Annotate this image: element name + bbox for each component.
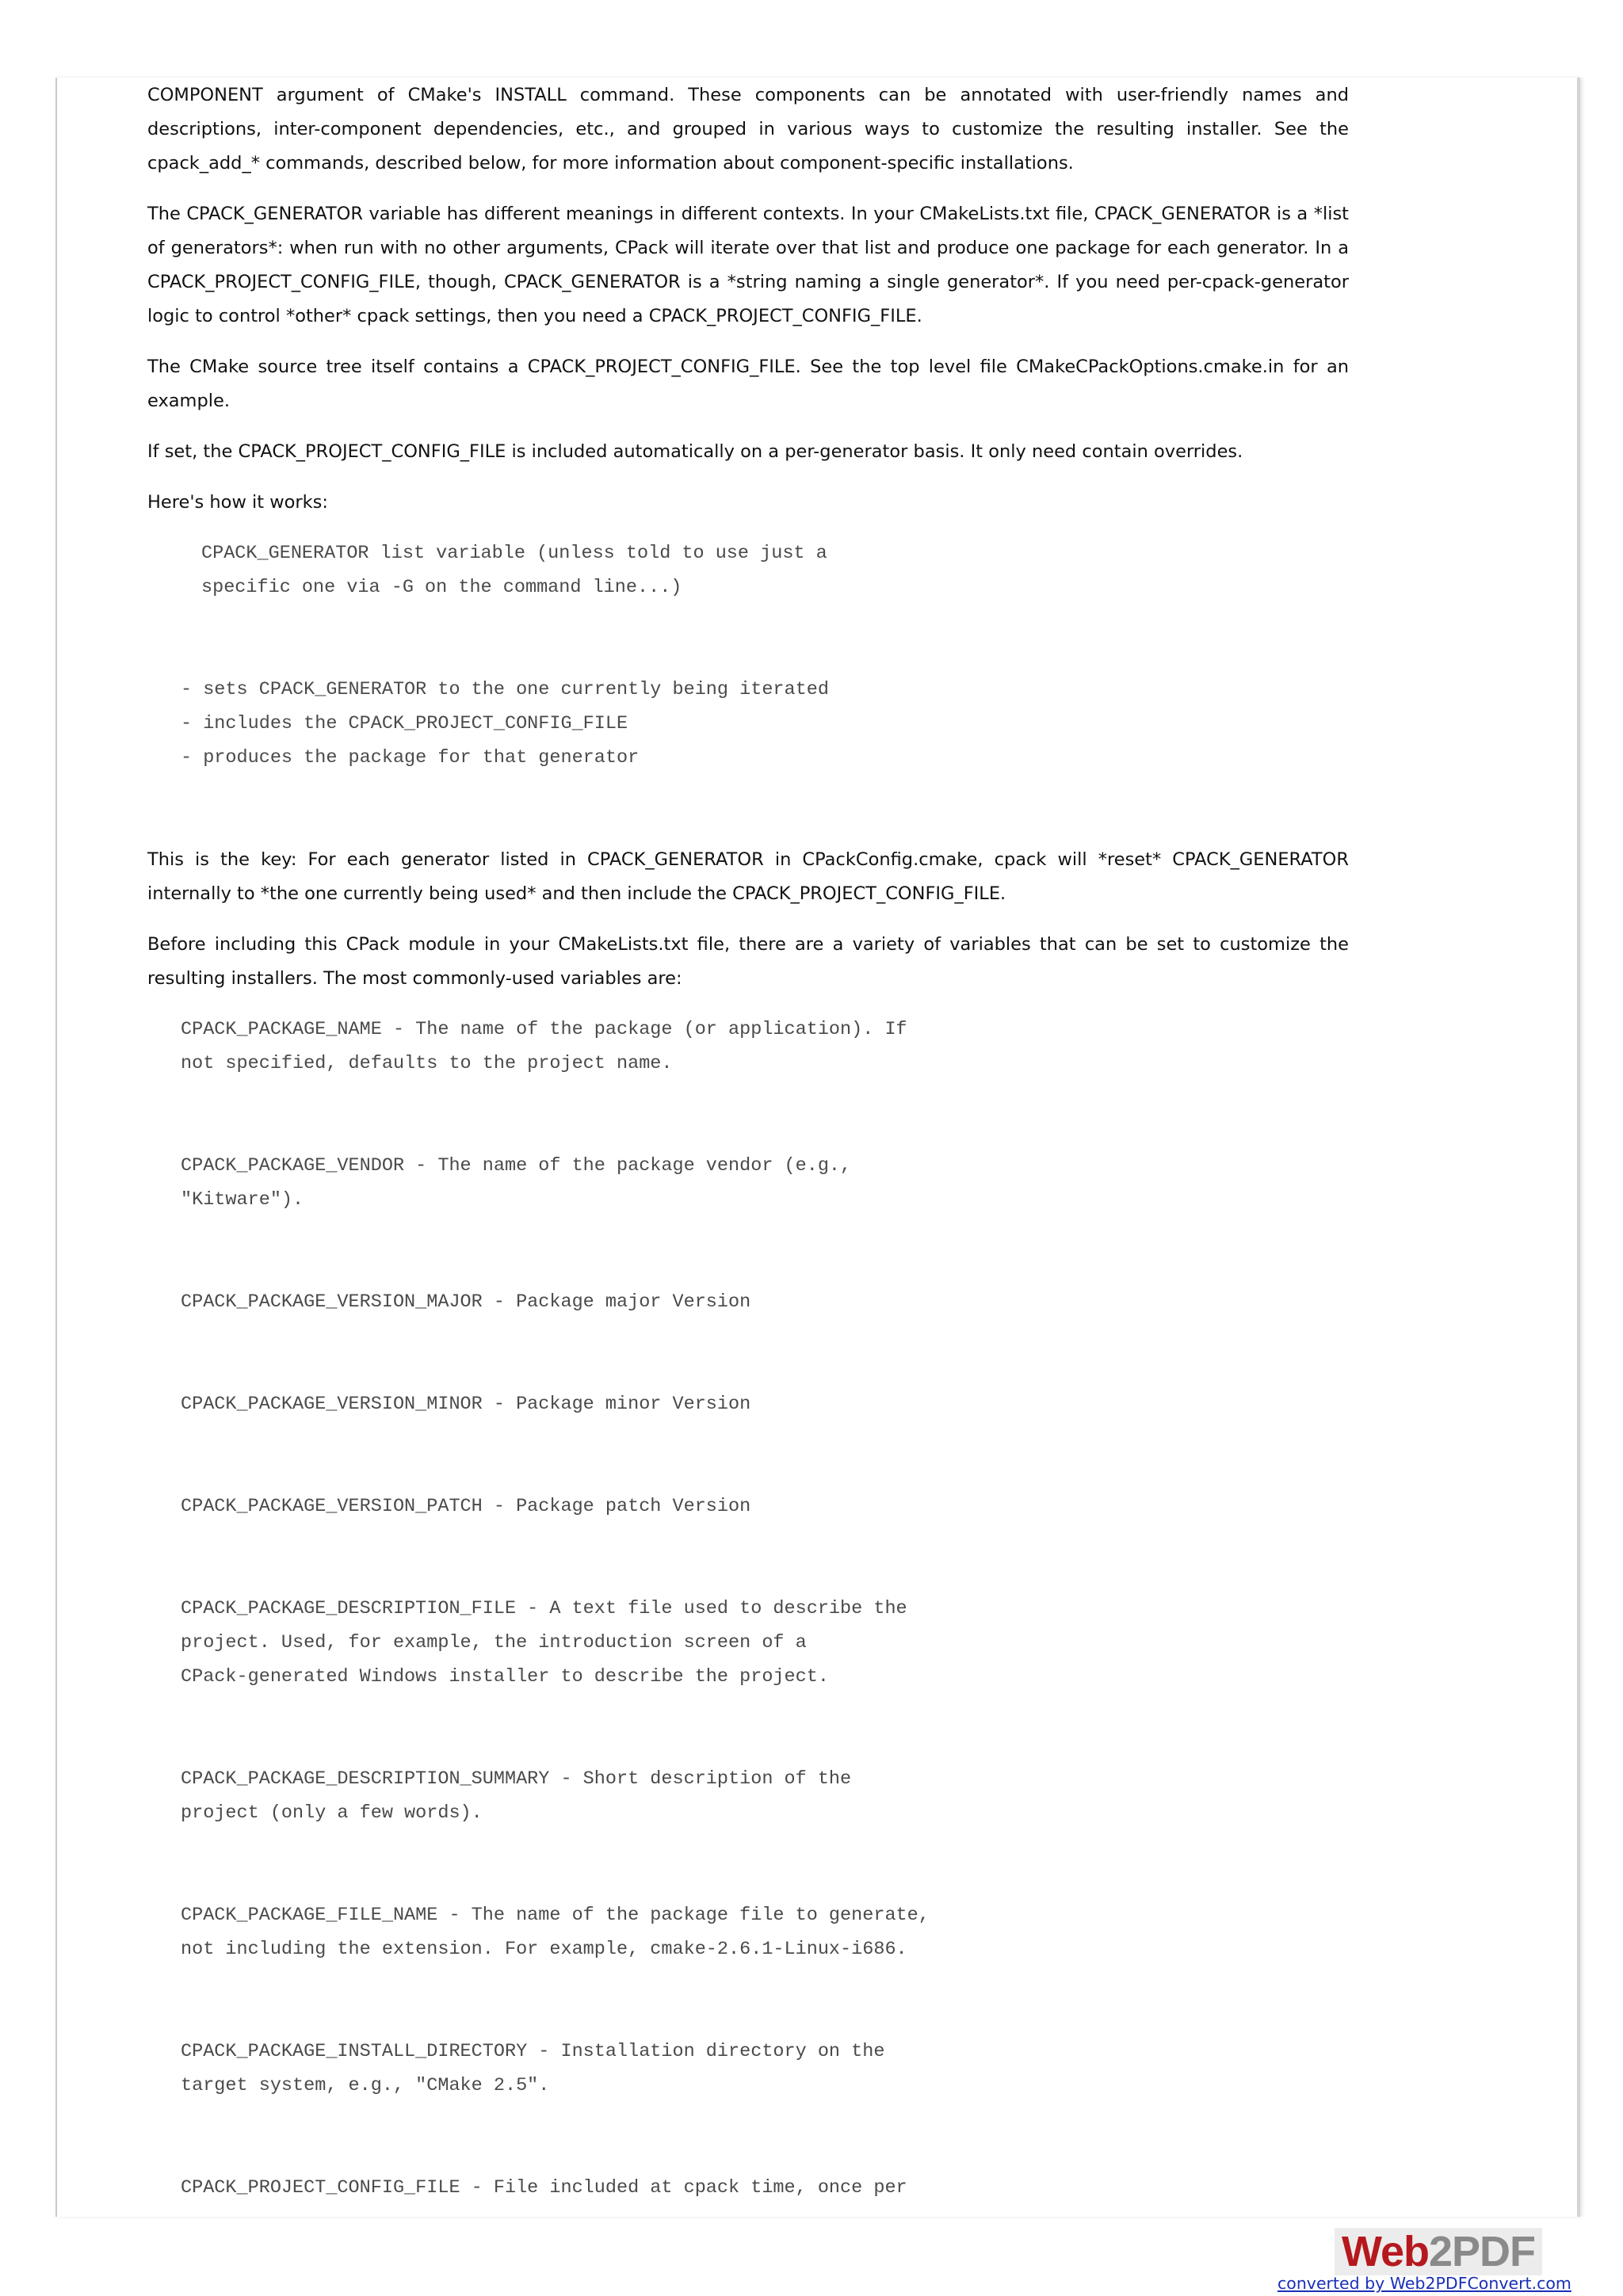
variable-package-vendor-line: CPACK_PACKAGE_VENDOR - The name of the package vendor (e.g., (181, 1155, 852, 1177)
variable-version-patch-line: CPACK_PACKAGE_VERSION_PATCH - Package patch Version (181, 1496, 751, 1517)
variable-description-file-line: CPACK_PACKAGE_DESCRIPTION_FILE - A text file used to describe the (181, 1598, 907, 1619)
code-block-steps (147, 673, 1349, 775)
variable-description-file-line: CPack-generated Windows installer to describe the project. (181, 1666, 829, 1688)
paragraph-how-it-works: Here's how it works: (147, 492, 328, 513)
variable-description-summary-line: CPACK_PACKAGE_DESCRIPTION_SUMMARY - Short description of the (181, 1768, 852, 1790)
variable-package-name-line: not specified, defaults to the project name. (181, 1053, 673, 1074)
code-line: CPACK_GENERATOR list variable (unless told to use just a (201, 543, 827, 564)
variable-version-major-line: CPACK_PACKAGE_VERSION_MAJOR - Package major Version (181, 1291, 751, 1313)
logo-web-text: Web (1341, 2228, 1429, 2275)
code-line: - sets CPACK_GENERATOR to the one currently being iterated (181, 679, 829, 700)
variable-package-vendor-line: "Kitware"). (181, 1189, 304, 1211)
variable-file-name-line: not including the extension. For example, cmake-2.6.1-Linux-i686. (181, 1939, 907, 1960)
paragraph-before-including: Before including this CPack module in your CMakeLists.txt file, there are a variety of variables that can be set to customize the resulting installers. The most commonly-used variables are: (147, 934, 1349, 989)
paragraph-key: This is the key: For each generator listed in CPACK_GENERATOR in CPackConfig.cmake, cpack will *reset* CPACK_GENERATOR internally to *the one currently being used* and then include the CPACK_PROJECT_CONFIG_FILE. (147, 849, 1349, 904)
variable-description-file-line: project. Used, for example, the introduction screen of a (181, 1632, 807, 1653)
paragraph-source-tree: The CMake source tree itself contains a CPACK_PROJECT_CONFIG_FILE. See the top level file CMakeCPackOptions.cmake.in for an example. (147, 357, 1349, 411)
variable-project-config-file-line: CPACK_PROJECT_CONFIG_FILE - File included at cpack time, once per (181, 2177, 907, 2199)
paragraph-component-argument: COMPONENT argument of CMake's INSTALL command. These components can be annotated with user-friendly names and descriptions, inter-component dependencies, etc., and grouped in various ways to customize the resulting installer. See the cpack_add_* commands, described below, for more information about component-specific installations. (147, 85, 1349, 174)
variable-package-name-line: CPACK_PACKAGE_NAME - The name of the package (or application). If (181, 1019, 907, 1040)
variable-file-name-line: CPACK_PACKAGE_FILE_NAME - The name of the package file to generate, (181, 1905, 930, 1926)
code-line: - produces the package for that generator (181, 747, 640, 769)
converted-by-link[interactable]: converted by Web2PDFConvert.com (1277, 2274, 1571, 2293)
web2pdf-logo (1335, 2228, 1542, 2275)
code-block-variables (147, 1013, 1349, 2205)
document-content (147, 78, 1349, 2205)
variable-install-directory-line: CPACK_PACKAGE_INSTALL_DIRECTORY - Installation directory on the (181, 2041, 885, 2062)
logo-2pdf-text: 2PDF (1428, 2228, 1536, 2275)
variable-version-minor-line: CPACK_PACKAGE_VERSION_MINOR - Package minor Version (181, 1394, 751, 1415)
code-block-generator-list (147, 536, 1349, 605)
code-line: - includes the CPACK_PROJECT_CONFIG_FILE (181, 713, 628, 734)
variable-install-directory-line: target system, e.g., "CMake 2.5". (181, 2075, 550, 2096)
variable-description-summary-line: project (only a few words). (181, 1802, 483, 1824)
paragraph-if-set: If set, the CPACK_PROJECT_CONFIG_FILE is included automatically on a per-generator basis. It only need contain overrides. (147, 441, 1243, 462)
code-line: specific one via -G on the command line...) (201, 577, 682, 598)
paragraph-cpack-generator: The CPACK_GENERATOR variable has different meanings in different contexts. In your CMakeLists.txt file, CPACK_GENERATOR is a *list of generators*: when run with no other arguments, CPack will iterate over that list and produce one package for each generator. In a CPACK_PROJECT_CONFIG_FILE, though, CPACK_GENERATOR is a *string naming a single generator*. If you need per-cpack-generator logic to control *other* cpack settings, then you need a CPACK_PROJECT_CONFIG_FILE. (147, 204, 1349, 326)
